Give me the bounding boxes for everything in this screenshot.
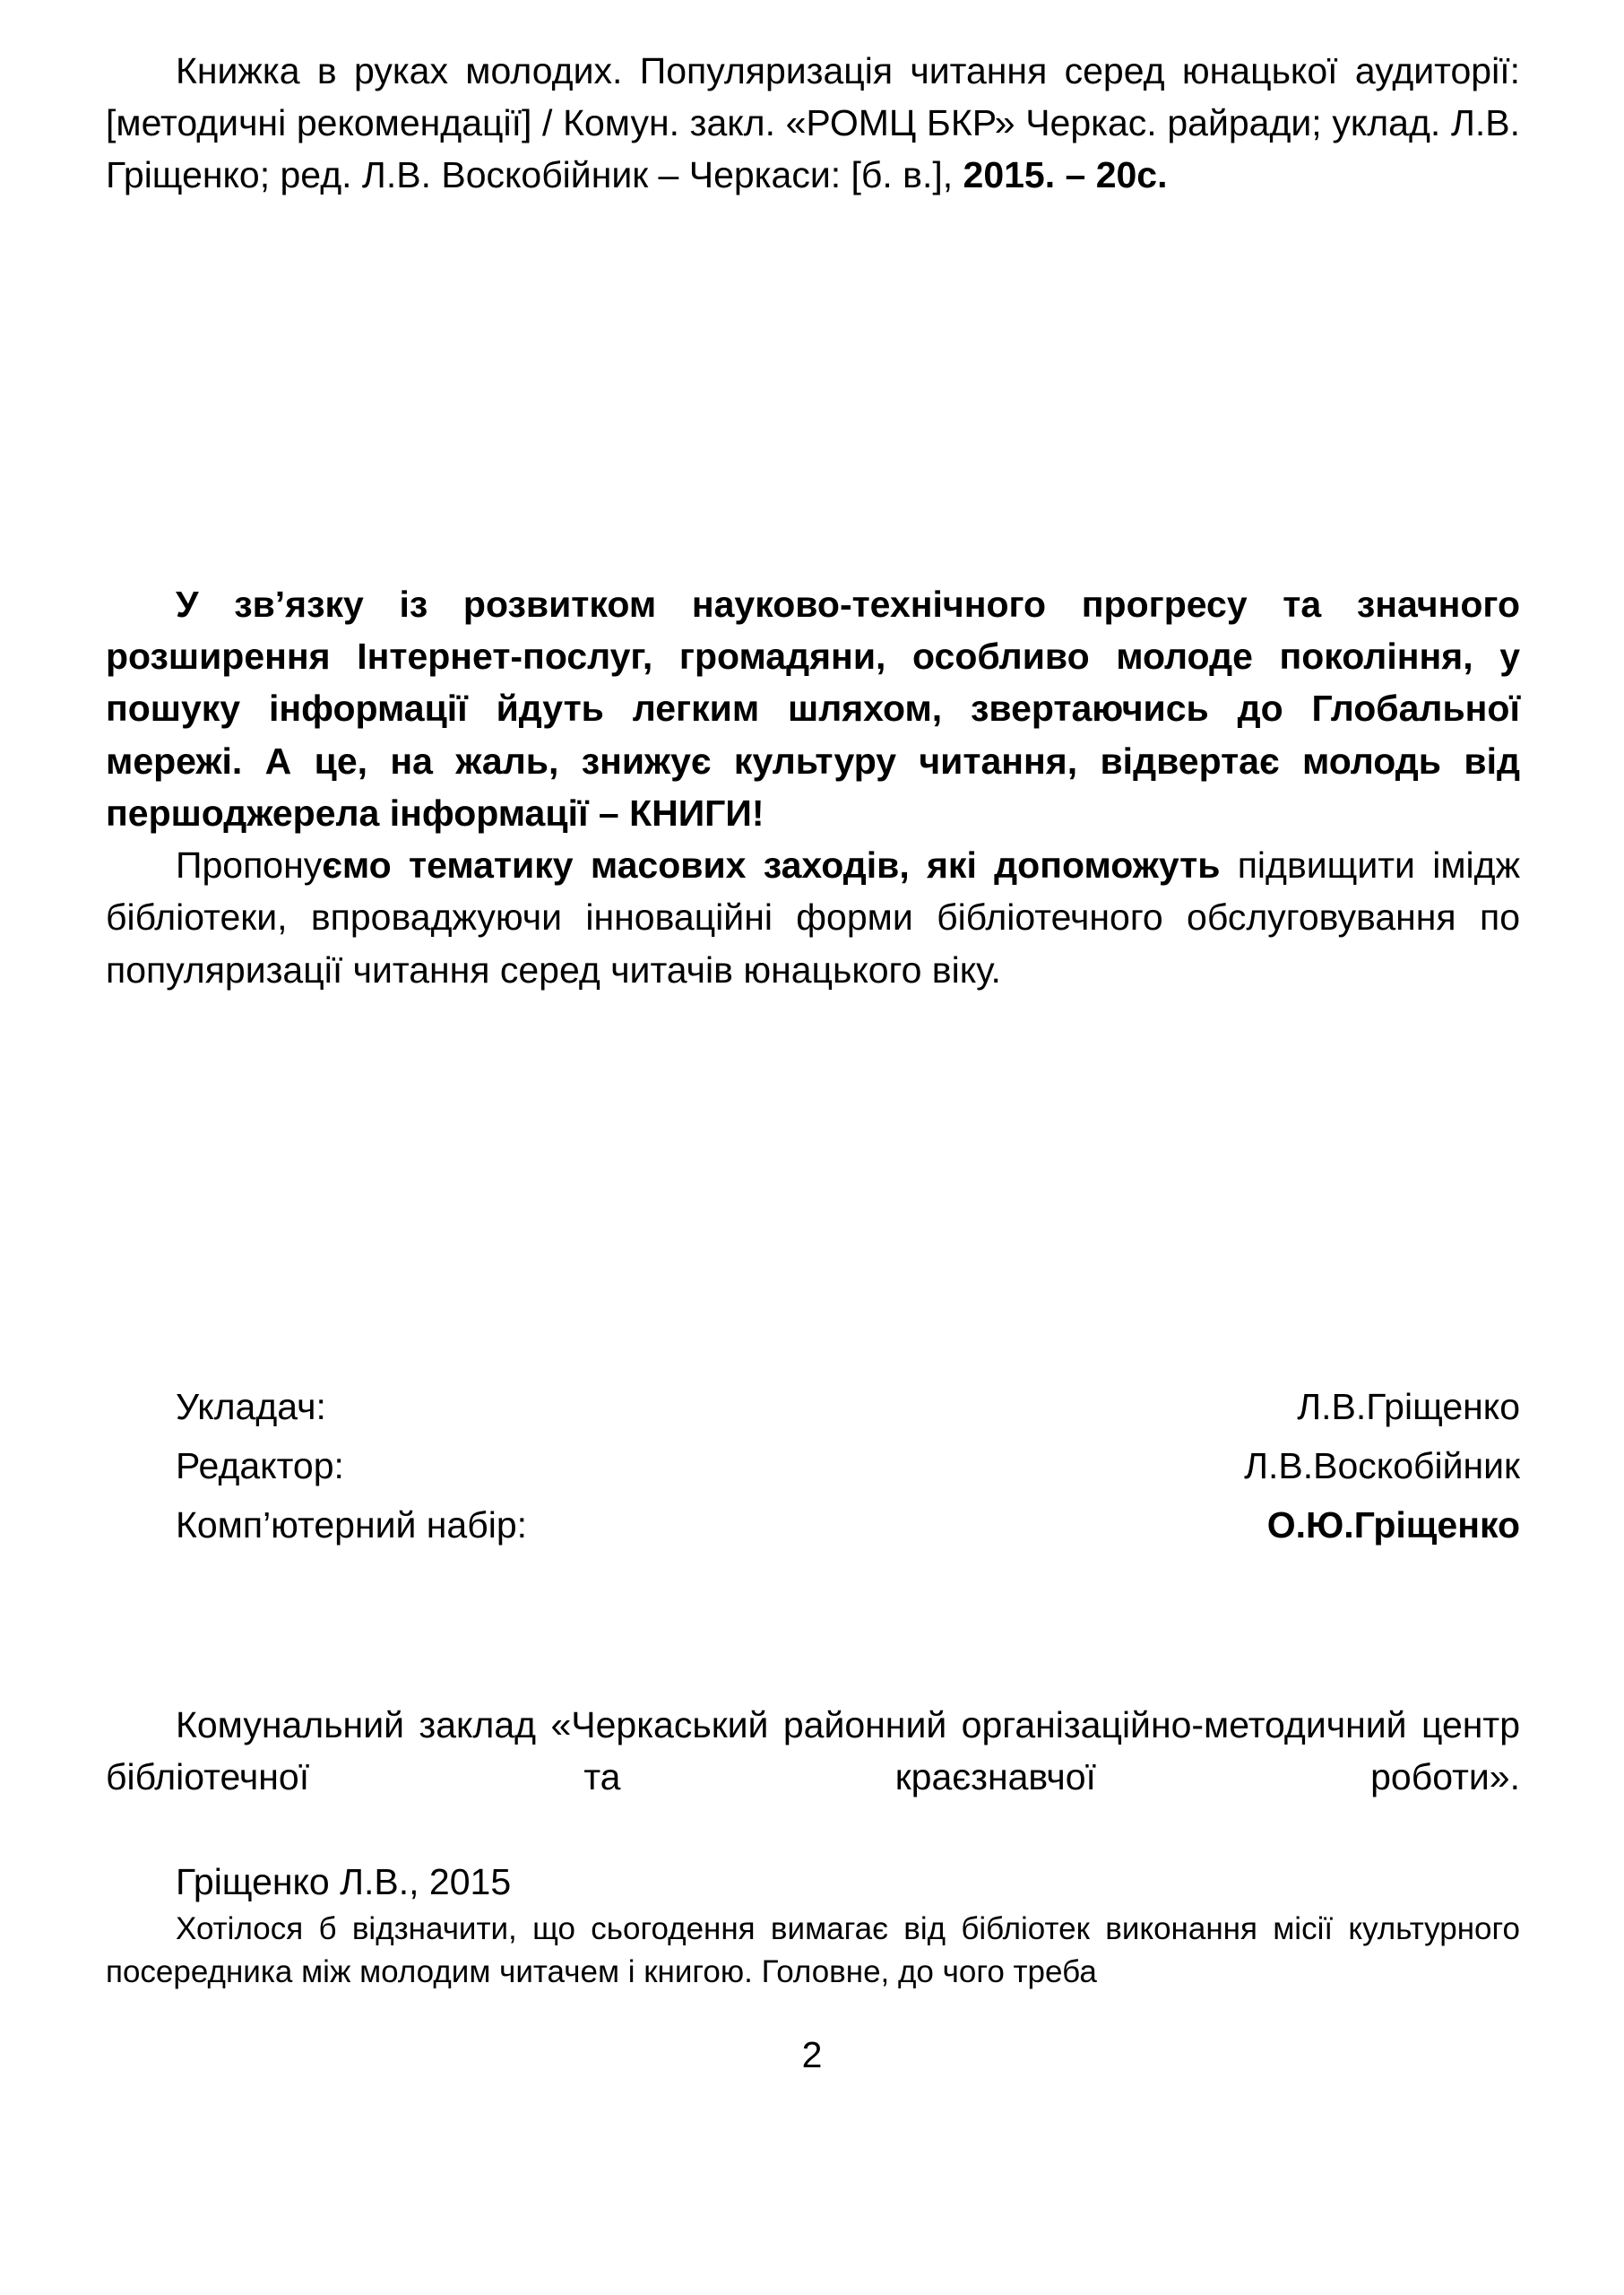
intro-block (106, 578, 1520, 996)
credits-block (176, 1381, 1520, 1559)
intro-paragraph-2-bold: ємо тематику масових заходів, які допоможуть (322, 844, 1221, 887)
citation-block (106, 45, 1520, 202)
credit-value-editor: Л.В.Воскобійник (1244, 1445, 1520, 1487)
credit-row-compiler (176, 1381, 1520, 1433)
citation-year-pages: 2015. – 20с. (953, 154, 1168, 196)
credit-value-compiler: Л.В.Гріщенко (1297, 1386, 1520, 1427)
credit-label-typesetting: Комп’ютерний набір: (176, 1504, 528, 1546)
footer-block (106, 1699, 1520, 1994)
citation-text: Книжка в руках молодих. Популяризація читання серед юнацької аудиторії: [методичні рекомендації] / Комун. закл. «РОМЦ БКР» Черкас. райради; уклад. Л.В. Гріщенко; ред. Л.В. Воскобійник – Черкаси: [б. в.], (106, 50, 1520, 196)
credit-label-editor: Редактор: (176, 1445, 344, 1487)
footer-organization: Комунальний заклад «Черкаський районний організаційно-методичний центр бібліотечної та краєзнавчої роботи». (106, 1704, 1520, 1798)
credit-row-editor (176, 1440, 1520, 1492)
citation-paragraph (106, 45, 1520, 202)
credit-row-typesetting (176, 1499, 1520, 1551)
credit-value-typesetting: О.Ю.Гріщенко (1266, 1504, 1520, 1546)
intro-paragraph-2-lead: Пропону (176, 844, 323, 887)
intro-paragraph-2 (106, 839, 1520, 996)
page-number: 2 (801, 2034, 823, 2075)
credit-label-compiler: Укладач: (176, 1386, 326, 1427)
intro-paragraph-2-rest: підвищити імідж бібліотеки, впроваджуючи інноваційні форми бібліотечного обслуговування по популяризації читання серед читачів юнацького віку. (106, 844, 1520, 991)
footer-copyright: Гріщенко Л.В., 2015 (176, 1860, 512, 1902)
footer-body-text: Хотілося б відзначити, що сьогодення вимагає від бібліотек виконання місії культурного посередника між молодим читачем і книгою. Головне, до чого треба (106, 1910, 1520, 1990)
intro-paragraph-1: У зв’язку із розвитком науково-технічного прогресу та значного розширення Інтернет-послуг, громадяни, особливо молоде покоління, у пошуку інформації йдуть легким шляхом, звертаючись до Глобальної мережі. А це, на жаль, знижує культуру читання, відвертає молодь від першоджерела інформації – КНИГИ! (106, 584, 1520, 834)
